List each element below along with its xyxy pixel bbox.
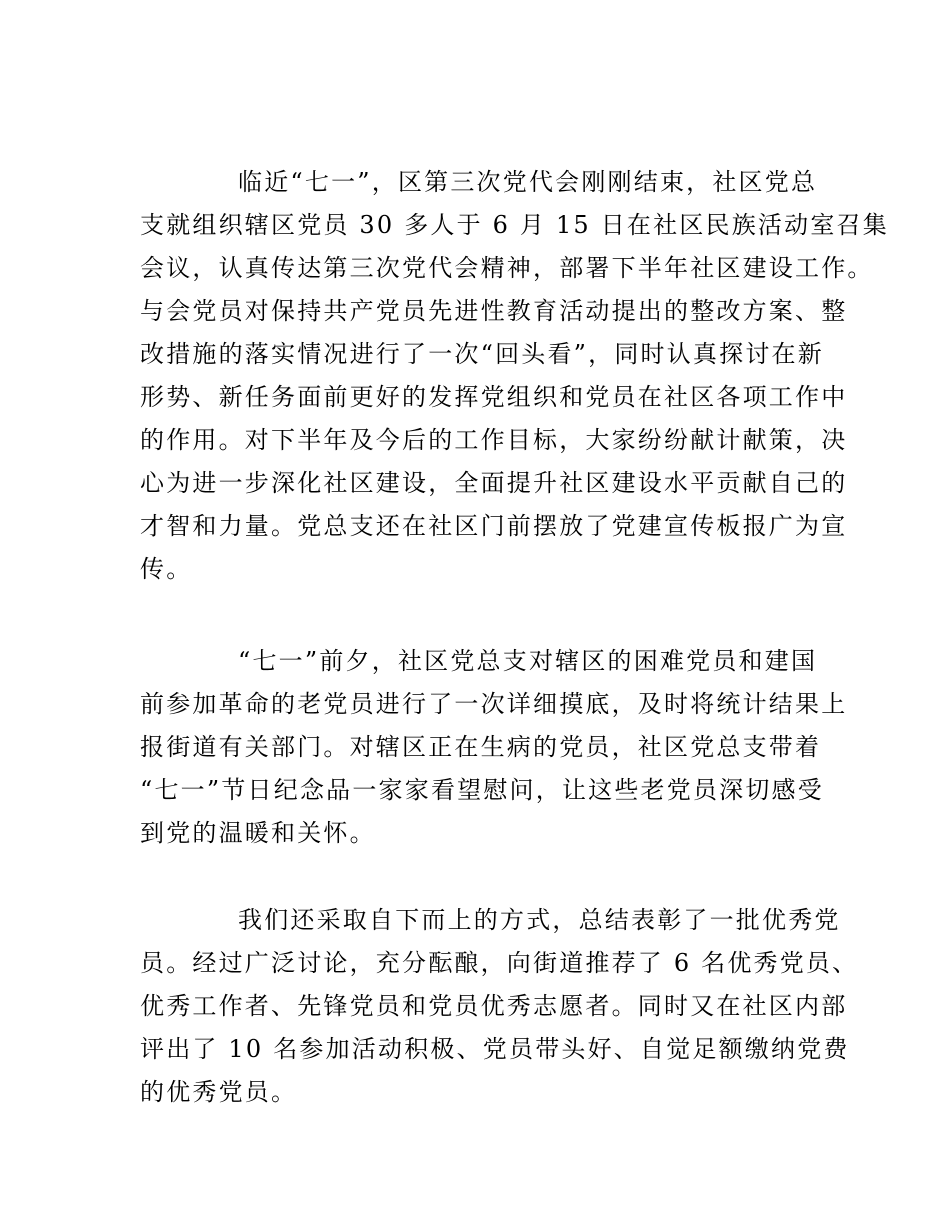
paragraph-line: 的优秀党员。 [140, 1078, 298, 1106]
paragraph-line: 评出了 10 名参加活动积极、党员带头好、自觉足额缴纳党费 [140, 1035, 850, 1063]
paragraph-line: 员。经过广泛讨论，充分酝酿，向街道推荐了 6 名优秀党员、 [140, 949, 859, 977]
paragraph-party-congress [140, 161, 889, 591]
paragraph-line: 心为进一步深化社区建设，全面提升社区建设水平贡献自己的 [140, 469, 848, 497]
paragraph-line: 的作用。对下半年及今后的工作目标，大家纷纷献计献策，决 [140, 426, 848, 454]
paragraph-line: 改措施的落实情况进行了一次“回头看”，同时认真探讨在新 [140, 340, 824, 368]
paragraph-veteran-visits [140, 640, 848, 855]
paragraph-line: “七一”节日纪念品一家家看望慰问，让这些老党员深切感受 [140, 776, 824, 804]
paragraph-line: 与会党员对保持共产党员先进性教育活动提出的整改方案、整 [140, 297, 848, 325]
paragraph-line: 我们还采取自下而上的方式，总结表彰了一批优秀党 [238, 906, 841, 934]
paragraph-line: “七一”前夕，社区党总支对辖区的困难党员和建国 [238, 647, 818, 675]
paragraph-line: 才智和力量。党总支还在社区门前摆放了党建宣传板报广为宣 [140, 512, 848, 540]
paragraph-outstanding-members [140, 899, 859, 1114]
paragraph-line: 报街道有关部门。对辖区正在生病的党员，社区党总支带着 [140, 733, 822, 761]
paragraph-line: 传。 [140, 555, 193, 583]
paragraph-line: 会议，认真传达第三次党代会精神，部署下半年社区建设工作。 [140, 254, 874, 282]
paragraph-line: 优秀工作者、先锋党员和党员优秀志愿者。同时又在社区内部 [140, 992, 848, 1020]
paragraph-line: 到党的温暖和关怀。 [140, 819, 376, 847]
paragraph-line: 形势、新任务面前更好的发挥党组织和党员在社区各项工作中 [140, 383, 848, 411]
paragraph-line: 支就组织辖区党员 30 多人于 6 月 15 日在社区民族活动室召集 [140, 211, 889, 239]
paragraph-line: 前参加革命的老党员进行了一次详细摸底，及时将统计结果上 [140, 690, 848, 718]
paragraph-line: 临近“七一”，区第三次党代会刚刚结束，社区党总 [238, 168, 818, 196]
